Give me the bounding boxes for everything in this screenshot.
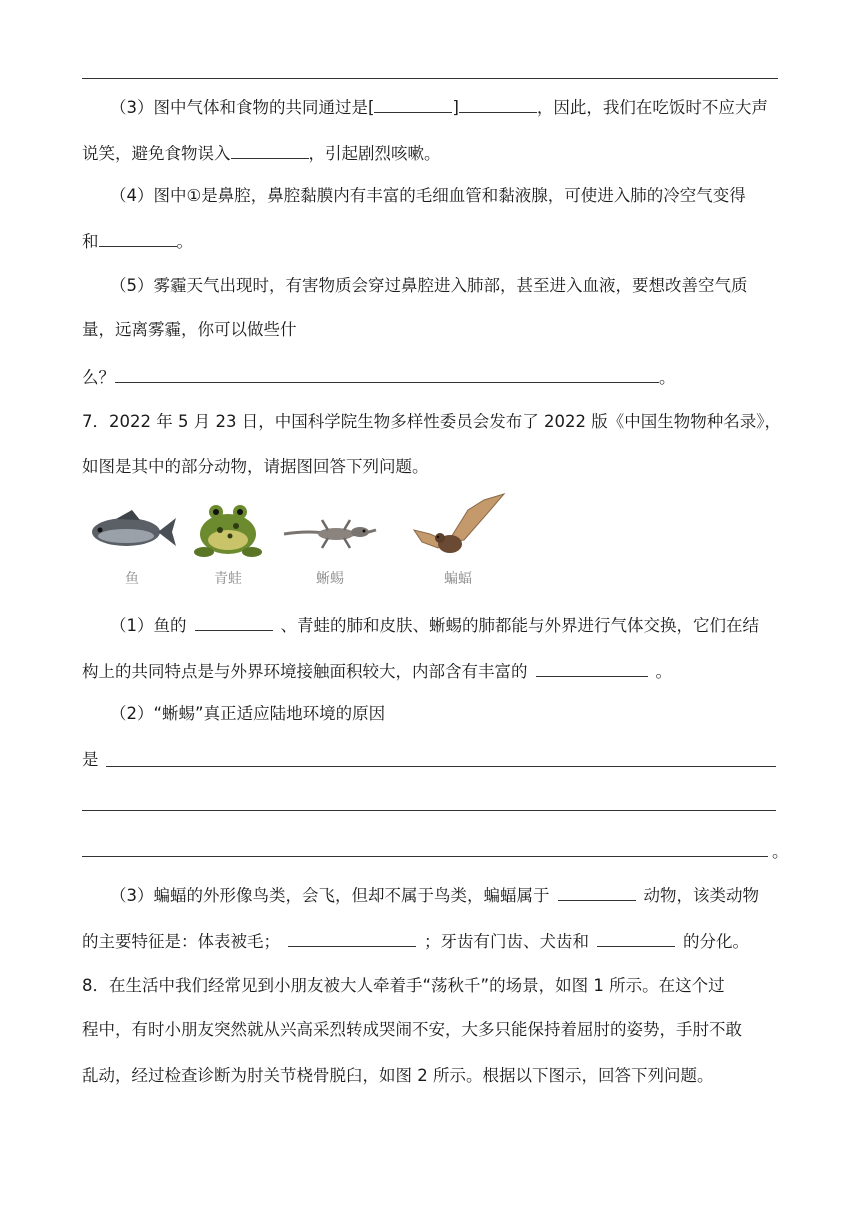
- q7-part2-end-mark: 。: [772, 842, 789, 861]
- animal-label-frog: 青蛙: [214, 571, 242, 587]
- q7-part3-line2: [82, 928, 749, 954]
- q7-part1-line2-text: 构上的共同特点是与外界环境接触面积较大，内部含有丰富的: [82, 662, 528, 681]
- q6-part3-bracket-close: ]: [452, 98, 459, 117]
- q7-part1-line2: [82, 658, 672, 684]
- q6-part3-text-end: ，因此，我们在吃饭时不应大声: [536, 98, 768, 117]
- q6-part4-line2-text: 和: [82, 232, 99, 251]
- q6-part5-line1: [110, 274, 748, 298]
- q7-part2-line1: [110, 702, 385, 726]
- q6-part3-line2: [82, 140, 441, 166]
- q7-part1-line1: [110, 612, 759, 638]
- lizard-icon: [280, 490, 380, 566]
- q6-part3-blank-2[interactable]: [231, 140, 309, 159]
- q7-intro-text-2: 如图是其中的部分动物，请据图回答下列问题。: [82, 457, 429, 476]
- q7-intro-text-1: 7．2022 年 5 月 23 日，中国科学院生物多样性委员会发布了 2022 版《中国生物物种名录》，: [82, 412, 781, 431]
- q6-part5-line3-text: 么？: [82, 368, 115, 387]
- q8-text-1: 8．在生活中我们经常见到小朋友被大人牵着手“荡秋千”的场景，如图 1 所示。在这个过: [82, 976, 725, 995]
- q7-part3-line1: [110, 882, 759, 908]
- q8-line1: [82, 974, 725, 998]
- q7-part1-line2-end: 。: [655, 662, 672, 681]
- q6-part4-line2: [82, 228, 193, 254]
- q7-part2-text: （2）“蜥蜴”真正适应陆地环境的原因: [110, 704, 386, 723]
- q6-part5-text: （5）雾霾天气出现时，有害物质会穿过鼻腔进入肺部，甚至进入血液，要想改善空气质: [110, 276, 748, 295]
- q8-text-3: 乱动，经过检查诊断为肘关节桡骨脱臼，如图 2 所示。根据以下图示，回答下列问题。: [82, 1066, 714, 1085]
- q8-line3: [82, 1064, 714, 1088]
- animal-label-bat: 蝙蝠: [444, 571, 472, 587]
- q6-part4-text: （4）图中①是鼻腔，鼻腔黏膜内有丰富的毛细血管和黏液腺，可使进入肺的冷空气变得: [110, 186, 746, 205]
- q7-part3-line2-text: 的主要特征是：体表被毛；: [82, 932, 280, 951]
- q6-part5-line2: [82, 318, 297, 342]
- animal-lizard: [280, 490, 380, 590]
- q6-part3-bracket-blank[interactable]: [374, 94, 452, 113]
- q7-animal-figure: [82, 490, 522, 594]
- q6-part5-blank[interactable]: [115, 364, 659, 383]
- q7-part1-blank-1[interactable]: [195, 612, 273, 631]
- q7-part3-line2-mid: ；牙齿有门齿、犬齿和: [424, 932, 589, 951]
- fish-icon: [86, 490, 178, 566]
- q8-line2: [82, 1018, 742, 1042]
- q7-part2-answer-line-2[interactable]: [82, 810, 776, 811]
- q7-part3-line2-end: 的分化。: [683, 932, 749, 951]
- q6-part5-line3: [82, 364, 676, 390]
- q6-part5-line2-text: 量，远离雾霾，你可以做些什: [82, 320, 297, 339]
- q6-part4-line2-end: 。: [176, 232, 193, 251]
- q6-part3-line2-text: 说笑，避免食物误入: [82, 144, 231, 163]
- q6-part3-line1: [110, 94, 768, 120]
- header-rule: [82, 78, 778, 79]
- animal-fish: [86, 490, 178, 590]
- q6-part3-blank-1[interactable]: [459, 94, 537, 113]
- q7-part3-blank-1[interactable]: [558, 882, 636, 901]
- animal-bat: [408, 490, 508, 590]
- q7-part1-text-end: 、青蛙的肺和皮肤、蜥蜴的肺都能与外界进行气体交换，它们在结: [280, 616, 759, 635]
- q7-part3-text-end: 动物，该类动物: [643, 886, 759, 905]
- q7-part2-line2: [82, 748, 99, 772]
- q6-part4-line1: [110, 184, 746, 208]
- q7-part3-blank-3[interactable]: [597, 928, 675, 947]
- animal-label-lizard: 蜥蜴: [316, 571, 344, 587]
- animal-frog: [190, 490, 266, 590]
- q7-part2-answer-line-3[interactable]: [82, 856, 768, 857]
- bat-icon: [408, 490, 508, 566]
- animal-label-fish: 鱼: [125, 571, 139, 587]
- q7-part2-line2-text: 是: [82, 750, 99, 769]
- q7-intro-line1: [82, 410, 781, 434]
- q6-part5-line3-end: 。: [659, 368, 676, 387]
- q7-part2-end: [772, 840, 789, 864]
- frog-icon: [190, 490, 266, 566]
- q8-text-2: 程中，有时小朋友突然就从兴高采烈转成哭闹不安，大多只能保持着屈肘的姿势，手肘不敢: [82, 1020, 742, 1039]
- q7-intro-line2: [82, 455, 429, 479]
- q6-part3-text: （3）图中气体和食物的共同通过是[: [110, 98, 375, 117]
- q7-part2-answer-line-1[interactable]: [106, 766, 776, 767]
- q7-part1-text: （1）鱼的: [110, 616, 187, 635]
- q7-part3-blank-2[interactable]: [288, 928, 416, 947]
- q7-part3-text: （3）蝙蝠的外形像鸟类，会飞，但却不属于鸟类，蝙蝠属于: [110, 886, 550, 905]
- q6-part4-blank[interactable]: [99, 228, 177, 247]
- q6-part3-line2-end: ，引起剧烈咳嗽。: [308, 144, 441, 163]
- q7-part1-blank-2[interactable]: [536, 658, 648, 677]
